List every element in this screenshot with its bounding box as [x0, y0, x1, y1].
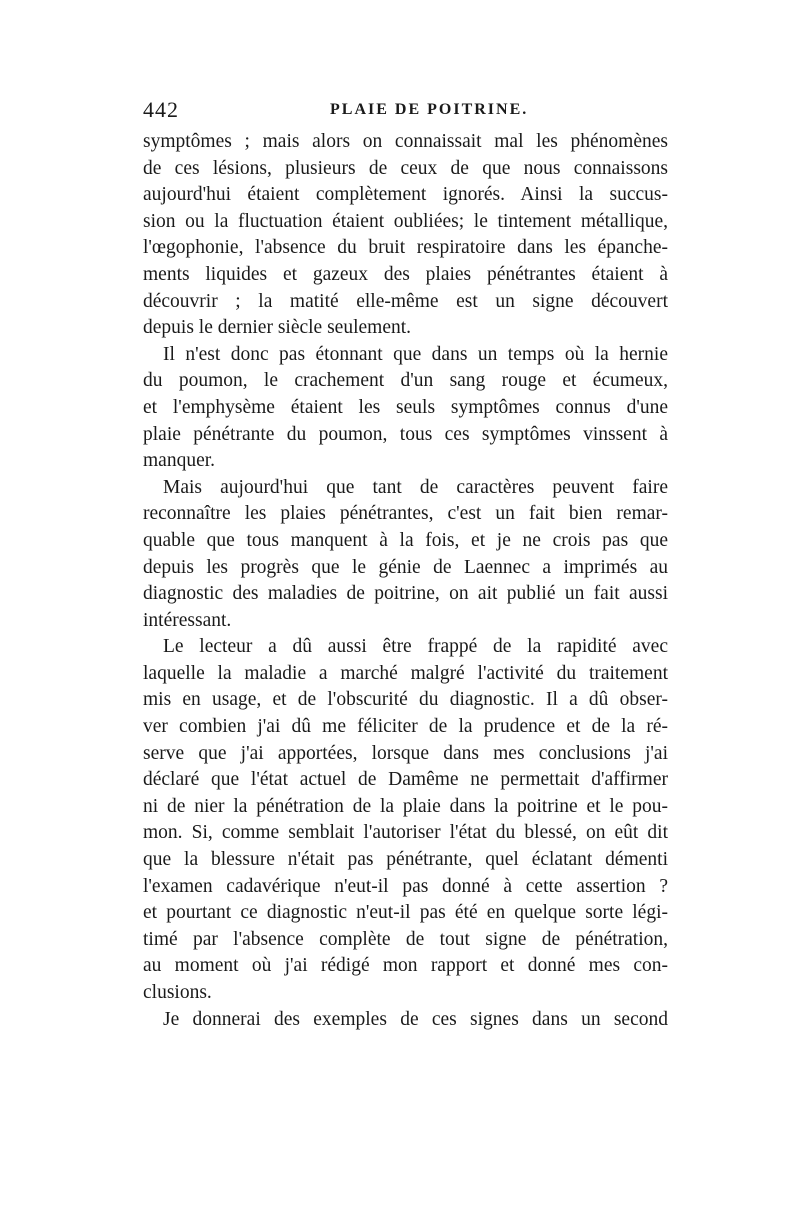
text-line: reconnaître les plaies pénétrantes, c'est un fait bien remar- [143, 503, 668, 525]
text-line: de ces lésions, plusieurs de ceux de que nous connaissons [143, 157, 668, 179]
text-line: depuis les progrès que le génie de Laennec a imprimés au [143, 556, 668, 578]
text-line: et l'emphysème étaient les seuls symptômes connus d'une [143, 396, 668, 418]
paragraph-4 [143, 634, 668, 1006]
text-line: clusions. [143, 982, 212, 1003]
text-line: au moment où j'ai rédigé mon rapport et donné mes con- [143, 955, 668, 977]
text-line: aujourd'hui étaient complètement ignorés. Ainsi la succus- [143, 184, 668, 206]
text-line: depuis le dernier siècle seulement. [143, 317, 412, 339]
text-line: plaie pénétrante du poumon, tous ces symptômes vinssent à [143, 423, 668, 445]
text-line: symptômes ; mais alors on connaissait mal les phénomènes [143, 131, 668, 152]
text-line: déclaré que l'état actuel de Damême ne permettait d'affirmer [143, 769, 668, 791]
text-line: intéressant. [143, 609, 232, 631]
text-line: serve que j'ai apportées, lorsque dans mes conclusions j'ai [143, 742, 668, 764]
paragraph-3 [143, 475, 668, 635]
text-line: ments liquides et gazeux des plaies pénétrantes étaient à [143, 263, 668, 285]
text-line: quable que tous manquent à la fois, et je ne crois pas que [143, 529, 668, 551]
text-line: ver combien j'ai dû me féliciter de la prudence et de la ré- [143, 716, 668, 738]
text-line: Le lecteur a dû aussi être frappé de la rapidité avec [163, 636, 668, 658]
paragraph-1 [143, 129, 668, 342]
text-line: ni de nier la pénétration de la plaie dans la poitrine et le pou- [143, 795, 668, 817]
page-number: 442 [143, 97, 179, 122]
text-line: que la blessure n'était pas pénétrante, quel éclatant démenti [143, 849, 668, 871]
running-head [143, 97, 668, 127]
body-text [143, 129, 668, 1033]
text-line: Mais aujourd'hui que tant de caractères peuvent faire [163, 476, 668, 498]
text-line: laquelle la maladie a marché malgré l'activité du traitement [143, 662, 668, 684]
text-line: l'œgophonie, l'absence du bruit respiratoire dans les épanche- [143, 237, 668, 259]
paragraph-5 [143, 1007, 668, 1034]
text-line: diagnostic des maladies de poitrine, on ait publié un fait aussi [143, 583, 668, 605]
text-line: sion ou la fluctuation étaient oubliées; le tintement métallique, [143, 210, 668, 232]
text-line: du poumon, le crachement d'un sang rouge et écumeux, [143, 370, 668, 392]
text-line: mis en usage, et de l'obscurité du diagnostic. Il a dû obser- [143, 689, 668, 711]
paragraph-2 [143, 342, 668, 475]
text-line: l'examen cadavérique n'eut-il pas donné à cette assertion ? [143, 875, 668, 897]
text-line: timé par l'absence complète de tout signe de pénétration, [143, 928, 668, 950]
running-title: PLAIE DE POITRINE. [330, 101, 529, 118]
text-line: mon. Si, comme semblait l'autoriser l'état du blessé, on eût dit [143, 822, 668, 844]
text-line: manquer. [143, 450, 216, 472]
text-line: Il n'est donc pas étonnant que dans un temps où la hernie [163, 343, 668, 365]
text-line: découvrir ; la matité elle-même est un signe découvert [143, 290, 668, 312]
text-line: Je donnerai des exemples de ces signes dans un second [163, 1008, 668, 1030]
text-line: et pourtant ce diagnostic n'eut-il pas été en quelque sorte légi- [143, 902, 668, 924]
